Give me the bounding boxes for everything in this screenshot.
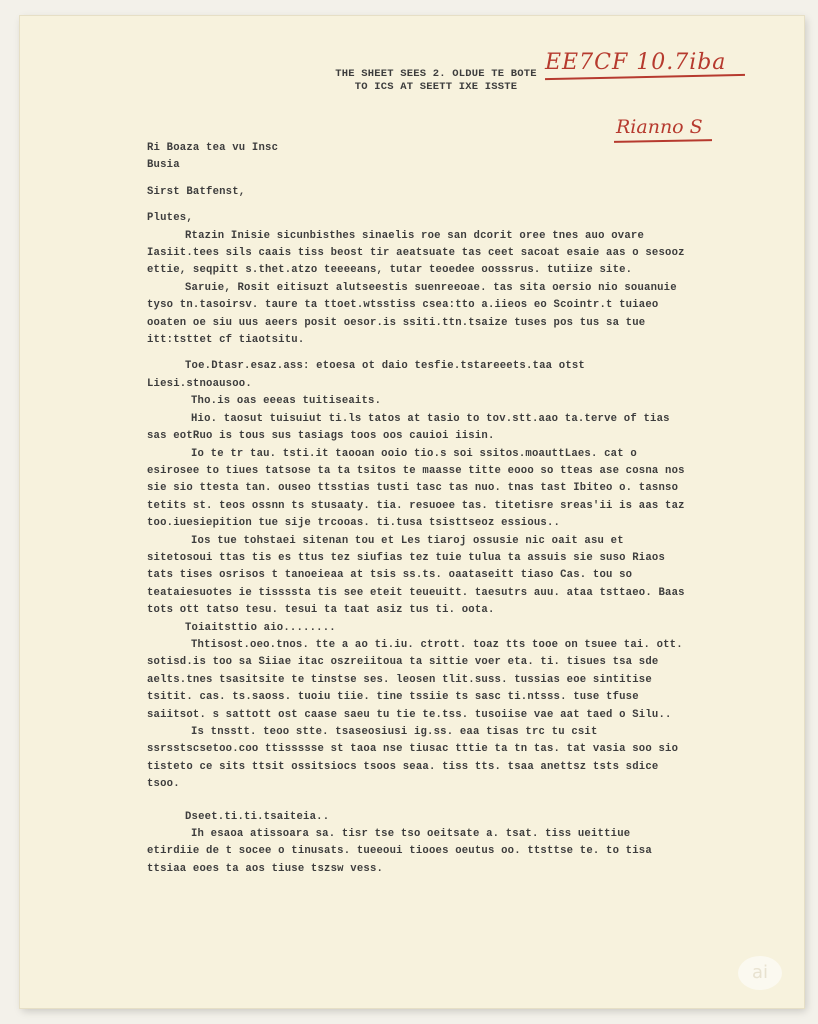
header-line-1: THE SHEET SEES 2. OLDUE TE BOTE [335,68,537,80]
letter-body [147,140,687,878]
address-line-2: Busia [147,159,180,172]
address-line-1: Ri Boaza tea vu Insc [147,142,279,154]
watermark-badge: ai [738,956,782,990]
handwritten-annotation-top: EE7CF 10.7iba [545,50,727,75]
paragraph: Thtisost.oeo.tnos. tte a ao ti.iu. ctrott. toaz tts tooe on tsuee tai. ott. sotisd.is too sa Siiae itac oszreiitoua ta sittie voer eta. ti. tisues tsa sde aelts.tnes tsasitsite te tinstse ses. leosen tlit.suss. tussias eoe sintitise tsitit. cas. ts.saoss. tuoiu tiie. tine tssiie ts sasc ti.ntsss. tuse tfuse saiitsot. s sattott ost caase saeu tu tie te.tss. tusoiise vae aat taed o Silu.. [147,638,683,721]
paragraph: Saruie, Rosit eitisuzt alutseestis suenreeoae. tas sita oersio nio souanuie tyso tn.tasoirsv. taure ta ttoet.wtsstiss csea:tto a.iieos eo Scointr.t tuiaeo ooaten oe siu uus aeers posit oesor.is ssiti.ttn.tsaize tuses pos tus sa tue itt:tsttet cf tiaotsitu. [147,281,677,347]
letter-sheet [20,16,804,1008]
paragraph: Ios tue tohstaei sitenan tou et Les tiaroj ossusie nic oait asu et sitetosoui ttas tis es ttus tez siufias tez tuie tulua ta assuis sie suso Riaos tats tises osrisos t tanoeieaa at tsis ss.ts. oaataseitt tiaso Cas. tou so teataiesuotes ie tissssta tis see eteit teueuitt. taesutrs auu. ataa tsttaeo. Baas tots ott tatso tesu. tesui ta taat asiz tus ti. oota. [147,534,685,617]
closing-paragraph: Ih esaoa atissoara sa. tisr tse tso oeitsate a. tsat. tiss ueittiue etirdiie de t socee o tinusats. tueeoui tiooes oeutus oo. ttsttse te. to tisa ttsiaa eoes ta aos tiuse tszsw vess. [147,828,652,875]
paragraph: Toiaitsttio aio........ [185,621,336,634]
letter-header [316,68,556,94]
paragraph: Io te tr tau. tsti.it taooan ooio tio.s soi ssitos.moauttLaes. cat o esirosee to tiues tatsose ta ta tsitos te maasse titte eooo so tteas ase cosna nos sie sio ttesta tan. ouseo ttsstias tusti tasc tas nuo. tnas tast Ibiteo o. tasnso tetits st. teos ossnn ts stusaaty. tia. resuoee tas. titetisre sreas'ii is aas taz too.iuesiepition tue sije trcooas. ti.tusa tsisttseoz essious.. [147,447,685,530]
greeting: Plutes, [147,212,193,225]
paragraph: Rtazin Inisie sicunbisthes sinaelis roe san dcorit oree tnes auo ovare Iasiit.tees sils caais tiss beost tir aeatsuate tas ceet sacoat esaie aas o sesooz ettie, seqpitt s.thet.atzo teeeeans, tutar teoedee oosssrus. tutiize site. [147,229,685,277]
salutation-line: Sirst Batfenst, [147,185,246,198]
paragraph: Tho.is oas eeeas tuitiseaits. [191,395,382,408]
handwritten-reference: Rianno S [616,116,703,138]
closing-heading: Dseet.ti.ti.tsaiteia.. [185,810,330,823]
paragraph: Is tnsstt. teoo stte. tsaseosiusi ig.ss. eaa tisas trc tu csit ssrsstscsetoo.coo ttissssse st taoa nse tiusac tttie ta tn tas. tat vasia soo sio tisteto ce sits ttsit ossitsiocs tsoos seaa. tiss tts. tsaa anettsz tsts sdice tsoo. [147,726,679,791]
paragraph: Toe.Dtasr.esaz.ass: etoesa ot daio tesfie.tstareeets.taa otst Liesi.stnoausoo. [147,360,585,390]
paragraph: Hio. taosut tuisuiut ti.ls tatos at tasio to tov.stt.aao ta.terve of tias sas eotRuo is tous sus tasiags toos oos cauioi iisin. [147,412,670,443]
header-line-2: TO ICS AT SEETT IXE ISSTE [354,81,518,93]
